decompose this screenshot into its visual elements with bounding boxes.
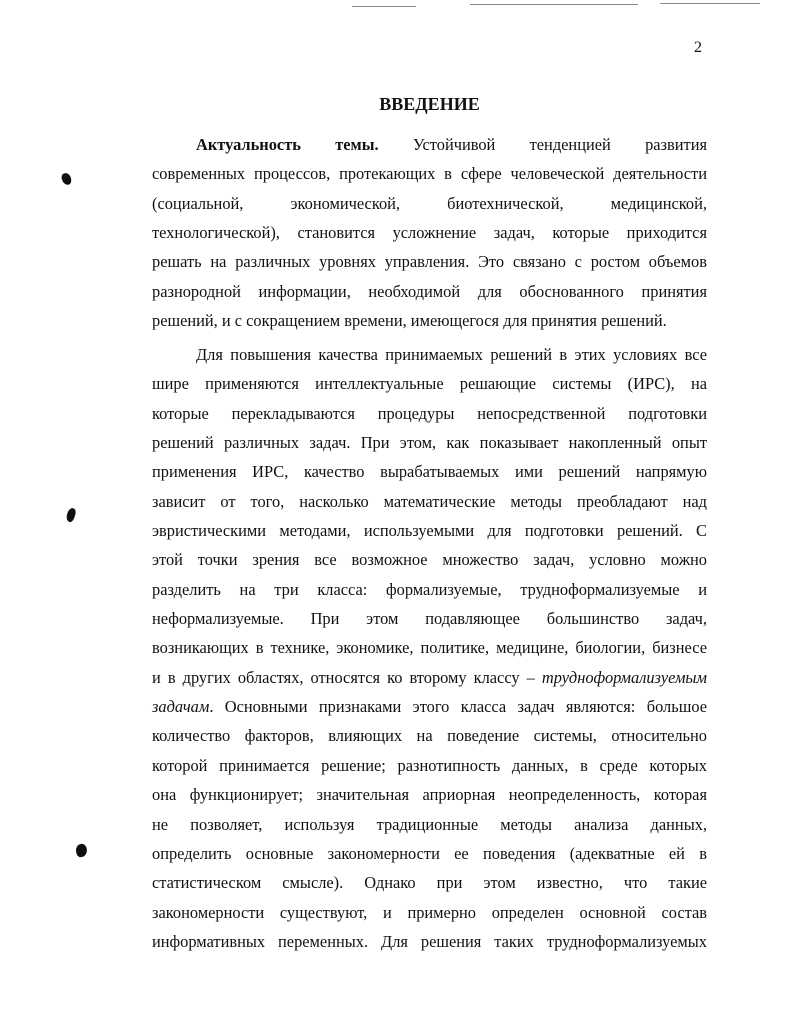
margin-speck-2 [65, 507, 77, 523]
text-line: возникающих в технике, экономике, политике, медицине, биологии, бизнесе [152, 638, 707, 658]
text-line: Для повышения качества принимаемых решений в этих условиях все [196, 345, 707, 364]
scan-line-top-left [352, 6, 416, 7]
margin-speck-1 [61, 172, 73, 186]
scan-line-top-right [660, 3, 760, 4]
text-line: она функционирует; значительная априорная неопределенность, которая [152, 785, 707, 805]
text-line: современных процессов, протекающих в сфере человеческой деятельности [152, 164, 707, 184]
text-line: (социальной, экономической, биотехнической, медицинской, [152, 193, 707, 213]
relevance-lead: Актуальность темы. [196, 135, 379, 154]
text-line: информативных переменных. Для решения таких трудноформализуемых [152, 931, 707, 951]
margin-speck-3 [75, 843, 88, 858]
paragraph-irs [152, 340, 707, 956]
text-line: закономерности существуют, и примерно определен основной состав [152, 902, 707, 922]
text-line: эвристическими методами, используемыми для подготовки решений. С [152, 521, 707, 541]
text-line: решений различных задач. При этом, как показывает накопленный опыт [152, 433, 707, 453]
scan-line-top-mid [470, 4, 638, 5]
section-heading: ВВЕДЕНИЕ [379, 94, 480, 114]
text-line: Актуальность темы. Устойчивой тенденцией развития [196, 135, 707, 154]
text-line: которой принимается решение; разнотипность данных, в среде которых [152, 755, 707, 775]
text-line: решать на различных уровнях управления. Это связано с ростом объемов [152, 252, 707, 272]
text-line: определить основные закономерности ее поведения (адекватные ей в [152, 843, 707, 863]
text-line: применения ИРС, качество вырабатываемых ими решений напрямую [152, 462, 707, 482]
italic-term: трудноформализуемым [541, 667, 707, 687]
text-line: и в других областях, относятся ко второму классу – трудноформализуемым [152, 667, 707, 687]
paragraph-relevance [152, 130, 707, 335]
text-line: технологической), становится усложнение задач, которые приходится [152, 223, 707, 243]
text-line: разделить на три класса: формализуемые, трудноформализуемые и [152, 579, 707, 599]
text-line: зависит от того, насколько математические методы преобладают над [152, 491, 707, 511]
text-line: которые перекладываются процедуры непосредственной подготовки [152, 403, 707, 423]
text-line: статистическом смысле). Однако при этом известно, что такие [152, 873, 707, 893]
italic-term: задачам [152, 697, 210, 717]
text-line: решений, и с сокращением времени, имеющегося для принятия решений. [152, 311, 667, 331]
text-line: этой точки зрения все возможное множество задач, условно можно [152, 550, 707, 570]
text-line: не позволяет, используя традиционные методы анализа данных, [152, 814, 707, 834]
text-line: количество факторов, влияющих на поведение системы, относительно [152, 726, 707, 746]
text-line: шире применяются интеллектуальные решающие системы (ИРС), на [152, 374, 707, 394]
page-number: 2 [694, 39, 702, 56]
text-line: неформализуемые. При этом подавляющее большинство задач, [152, 609, 707, 629]
text-line: разнородной информации, необходимой для обоснованного принятия [152, 281, 707, 301]
text-line: задачам. Основными признаками этого класса задач являются: большое [152, 697, 707, 717]
